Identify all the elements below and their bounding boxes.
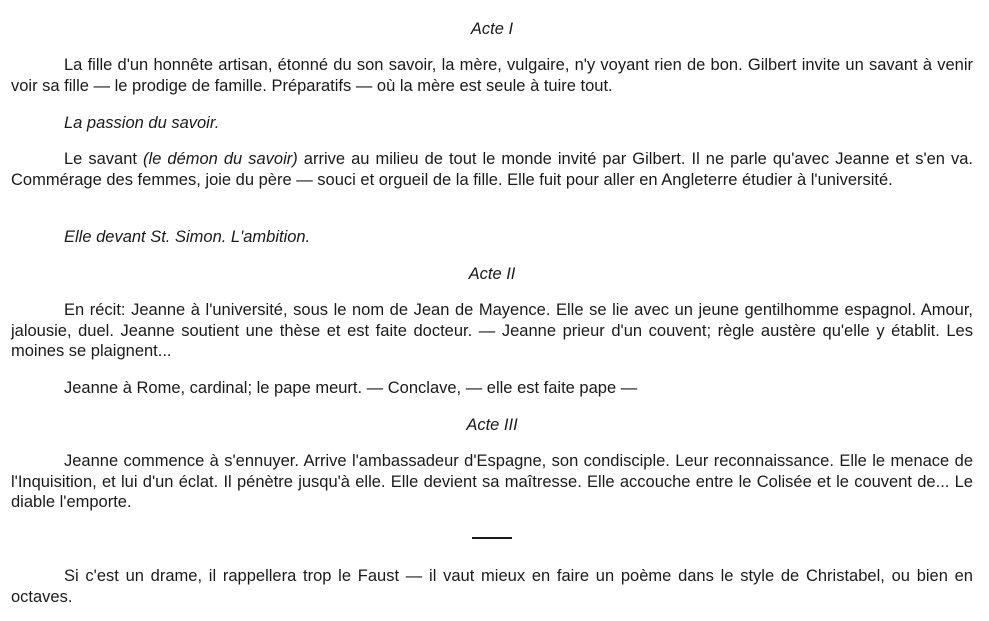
paragraph-universite: En récit: Jeanne à l'université, sous le nom de Jean de Mayence. Elle se lie avec un jeune gentilhomme espagnol. Amour, jalousie, duel. Jeanne soutient une thèse et est faite docteur. — Jeanne prieur d'un couvent; règle austère qu'elle y établit. Les moines se plaignent...: [11, 301, 973, 361]
paragraph-savant-start: Le savant: [64, 150, 144, 168]
italic-note-passion: La passion du savoir.: [64, 114, 220, 132]
paragraph-rome: Jeanne à Rome, cardinal; le pape meurt. — Conclave, — elle est faite pape —: [64, 379, 638, 397]
section-separator: [472, 537, 512, 539]
act-3-heading: Acte III: [466, 416, 518, 434]
act-2-heading: Acte II: [468, 265, 516, 283]
paragraph-conclusion: Si c'est un drame, il rappellera trop le Faust — il vaut mieux en faire un poème dans le style de Christabel, ou bien en octaves.: [11, 567, 973, 606]
act-1-heading: Acte I: [470, 20, 514, 38]
paragraph-act1-intro: La fille d'un honnête artisan, étonné du son savoir, la mère, vulgaire, n'y voyant rien de bon. Gilbert invite un savant à venir voir sa fille — le prodige de famille. Préparatifs — où la mère est seule à tuire tout.: [11, 56, 973, 95]
paragraph-savant: [11, 149, 973, 190]
paragraph-savant-end: arrive au milieu de tout le monde invité par Gilbert. Il ne parle qu'avec Jeanne et s'en va. Commérage des femmes, joie du père — souci et orgueil de la fille. Elle fuit pour aller en Angleterre étudier à l'université.: [11, 150, 973, 189]
italic-note-ambition: Elle devant St. Simon. L'ambition.: [64, 228, 311, 246]
paragraph-ennui: Jeanne commence à s'ennuyer. Arrive l'ambassadeur d'Espagne, son condisciple. Leur reconnaissance. Elle le menace de l'Inquisition, et lui d'un éclat. Il pénètre jusqu'à elle. Elle devient sa maîtresse. Elle accouche entre le Colisée et le couvent de... Le diable l'emporte.: [11, 452, 973, 512]
paragraph-savant-italic: (le démon du savoir): [143, 150, 298, 168]
